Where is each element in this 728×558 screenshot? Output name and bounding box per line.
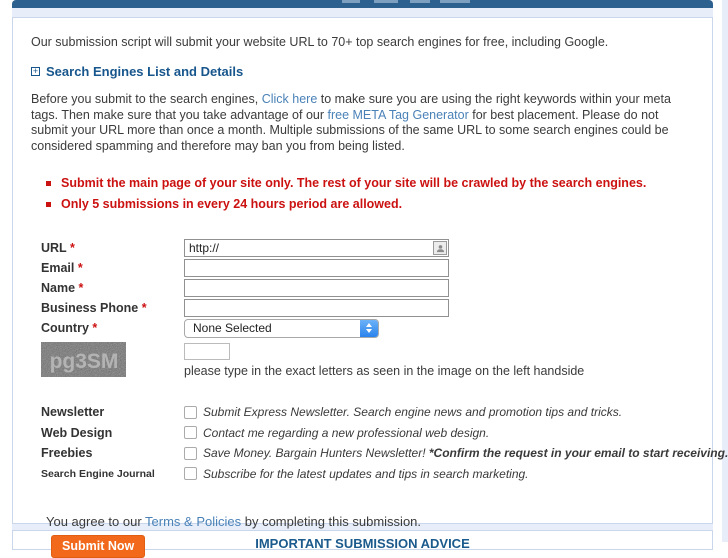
terms-policies-link[interactable]: Terms & Policies: [145, 514, 242, 529]
required-asterisk: *: [141, 301, 147, 315]
panel-gap: [12, 8, 713, 17]
search-engines-list-toggle[interactable]: [31, 64, 694, 79]
autofill-contact-icon[interactable]: [433, 241, 447, 255]
required-asterisk: *: [92, 321, 98, 335]
agreement-text: You agree to our Terms & Policies by completing this submission.: [46, 514, 422, 529]
form-row-country: [41, 318, 694, 338]
captcha-input[interactable]: [184, 343, 230, 360]
content-column: [12, 0, 728, 553]
header-text-fragment: [342, 0, 360, 3]
name-input[interactable]: [184, 279, 449, 297]
freebies-label: Freebies: [41, 446, 93, 461]
url-input-wrap: [184, 239, 449, 257]
captcha-image: [41, 342, 126, 377]
search-engine-journal-description: Subscribe for the latest updates and tips in search marketing.: [203, 466, 529, 481]
freebies-checkbox[interactable]: [184, 447, 197, 460]
captcha-entry: [184, 342, 584, 378]
freebies-row: [41, 443, 728, 464]
options-list: [41, 402, 728, 484]
search-engine-journal-checkbox[interactable]: [184, 467, 197, 480]
newsletter-label: Newsletter: [41, 405, 105, 420]
captcha-row: [41, 342, 694, 378]
newsletter-description: Submit Express Newsletter. Search engine news and promotion tips and tricks.: [203, 405, 623, 420]
email-label: Email *: [41, 261, 83, 275]
newsletter-checkbox[interactable]: [184, 406, 197, 419]
select-stepper-icon[interactable]: [360, 320, 378, 337]
bullet-square-icon: [46, 181, 51, 186]
url-input[interactable]: [184, 239, 449, 257]
web-design-description: Contact me regarding a new professional web design.: [203, 425, 490, 440]
required-asterisk: *: [77, 261, 83, 275]
search-engines-list-label[interactable]: Search Engines List and Details: [46, 64, 244, 79]
web-design-row: [41, 423, 694, 444]
captcha-instruction: please type in the exact letters as seen in the image on the left handside: [184, 364, 585, 378]
business-phone-input[interactable]: [184, 299, 449, 317]
warning-text: Submit the main page of your site only. The rest of your site will be crawled by the search engines.: [61, 176, 647, 190]
url-label: URL *: [41, 241, 75, 255]
submit-now-button[interactable]: Submit Now: [51, 535, 145, 558]
freebies-description: Save Money. Bargain Hunters Newsletter! *Confirm the request in your email to start receiving.: [203, 446, 728, 461]
form-row-url: [41, 238, 694, 258]
business-phone-label: Business Phone *: [41, 301, 147, 315]
chevron-down-icon: [366, 329, 372, 333]
page-right-gutter: [722, 0, 728, 542]
search-engine-journal-label: Search Engine Journal: [41, 467, 155, 480]
advice-heading: IMPORTANT SUBMISSION ADVICE: [255, 536, 470, 551]
click-here-link[interactable]: Click here: [261, 92, 318, 106]
email-input[interactable]: [184, 259, 449, 277]
intro-text: Our submission script will submit your website URL to 70+ top search engines for free, including Google.: [31, 35, 609, 49]
submission-form: [41, 238, 728, 558]
name-label: Name *: [41, 281, 84, 295]
form-row-name: [41, 278, 694, 298]
header-text-fragment: [410, 0, 430, 3]
required-asterisk: *: [69, 241, 75, 255]
captcha-text: pg3SM: [49, 350, 119, 373]
para-text: for best placement. Please do not submit your URL more than once a month. Multiple submissions of the same URL to some search engines could be considered spamming and therefore may ban you from being listed.: [31, 107, 669, 153]
web-design-checkbox[interactable]: [184, 426, 197, 439]
para-text: Before you submit to the search engines,: [31, 92, 262, 106]
meta-tag-generator-link[interactable]: free META Tag Generator: [327, 107, 469, 122]
country-label: Country *: [41, 321, 98, 335]
warning-list: [41, 176, 694, 212]
chevron-up-icon: [366, 323, 372, 327]
para-text: to make sure you are using the right keywords within your meta tags. Then make sure that you take advantage of our: [31, 92, 671, 122]
bullet-square-icon: [46, 202, 51, 207]
warning-item: [41, 197, 694, 212]
country-selected-value: None Selected: [193, 320, 272, 335]
header-text-fragment: [374, 0, 398, 3]
country-select[interactable]: [184, 319, 379, 338]
warning-text: Only 5 submissions in every 24 hours period are allowed.: [61, 197, 403, 211]
top-header-bar: [12, 0, 713, 8]
instructions-paragraph: [31, 92, 694, 154]
form-row-email: [41, 258, 694, 278]
web-design-label: Web Design: [41, 425, 113, 440]
required-asterisk: *: [78, 281, 84, 295]
header-text-fragment: [440, 0, 470, 3]
search-engine-journal-row: [41, 464, 694, 485]
form-row-business-phone: [41, 298, 694, 318]
warning-item: [41, 176, 694, 191]
newsletter-row: [41, 402, 694, 423]
expand-plus-icon[interactable]: +: [32, 66, 39, 76]
